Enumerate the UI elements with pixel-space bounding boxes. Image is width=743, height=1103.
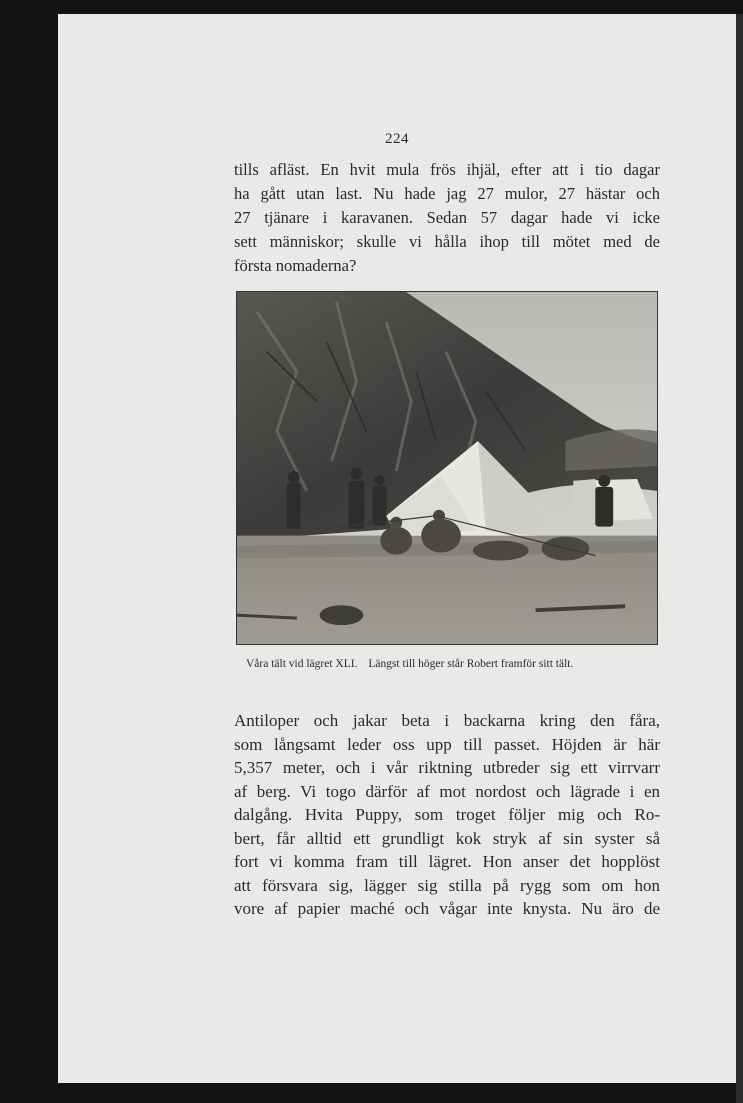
text-line: af berg. Vi togo därför af mot nordost och lägrade i en — [234, 781, 660, 801]
text-line: sett människor; skulle vi hålla ihop till mötet med de — [234, 232, 660, 251]
figure-caption — [246, 658, 656, 670]
camp-photograph — [236, 291, 658, 645]
text-line: 5,357 meter, och i vår riktning utbreder sig ett virrvarr — [234, 758, 660, 777]
text-line: dalgång. Hvita Puppy, som troget följer mig och Ro- — [234, 805, 660, 824]
caption-part-1: Våra tält vid lägret XLI. — [246, 658, 358, 670]
text-line: att försvara sig, lägger sig stilla på rygg som om hon — [234, 875, 660, 895]
page-number: 224 — [385, 131, 409, 147]
caption-part-2: Längst till höger står Robert framför sitt tält. — [368, 658, 574, 670]
text-line: första nomaderna? — [234, 256, 357, 275]
text-line: som långsamt leder oss upp till passet. Höjden är här — [234, 734, 660, 754]
text-line: ha gått utan last. Nu hade jag 27 mulor, 27 hästar och — [234, 184, 660, 203]
photo-camp-tents-icon — [237, 292, 657, 644]
text-line: bert, får alltid ett grundligt kok stryk af sin syster så — [234, 828, 660, 848]
text-line: tills afläst. En hvit mula frös ihjäl, efter att i tio dagar — [234, 160, 660, 179]
book-page — [58, 14, 736, 1083]
top-paragraph — [234, 158, 660, 278]
text-line: 27 tjänare i karavanen. Sedan 57 dagar hade vi icke — [234, 208, 660, 227]
text-line: vore af papier maché och vågar inte knysta. Nu äro de — [234, 899, 660, 918]
text-line: Antiloper och jakar beta i backarna kring den fåra, — [234, 711, 660, 730]
scan-edge — [736, 14, 743, 1103]
bottom-paragraph — [234, 709, 660, 921]
text-line: fort vi komma fram till lägret. Hon anser det hopplöst — [234, 852, 660, 871]
